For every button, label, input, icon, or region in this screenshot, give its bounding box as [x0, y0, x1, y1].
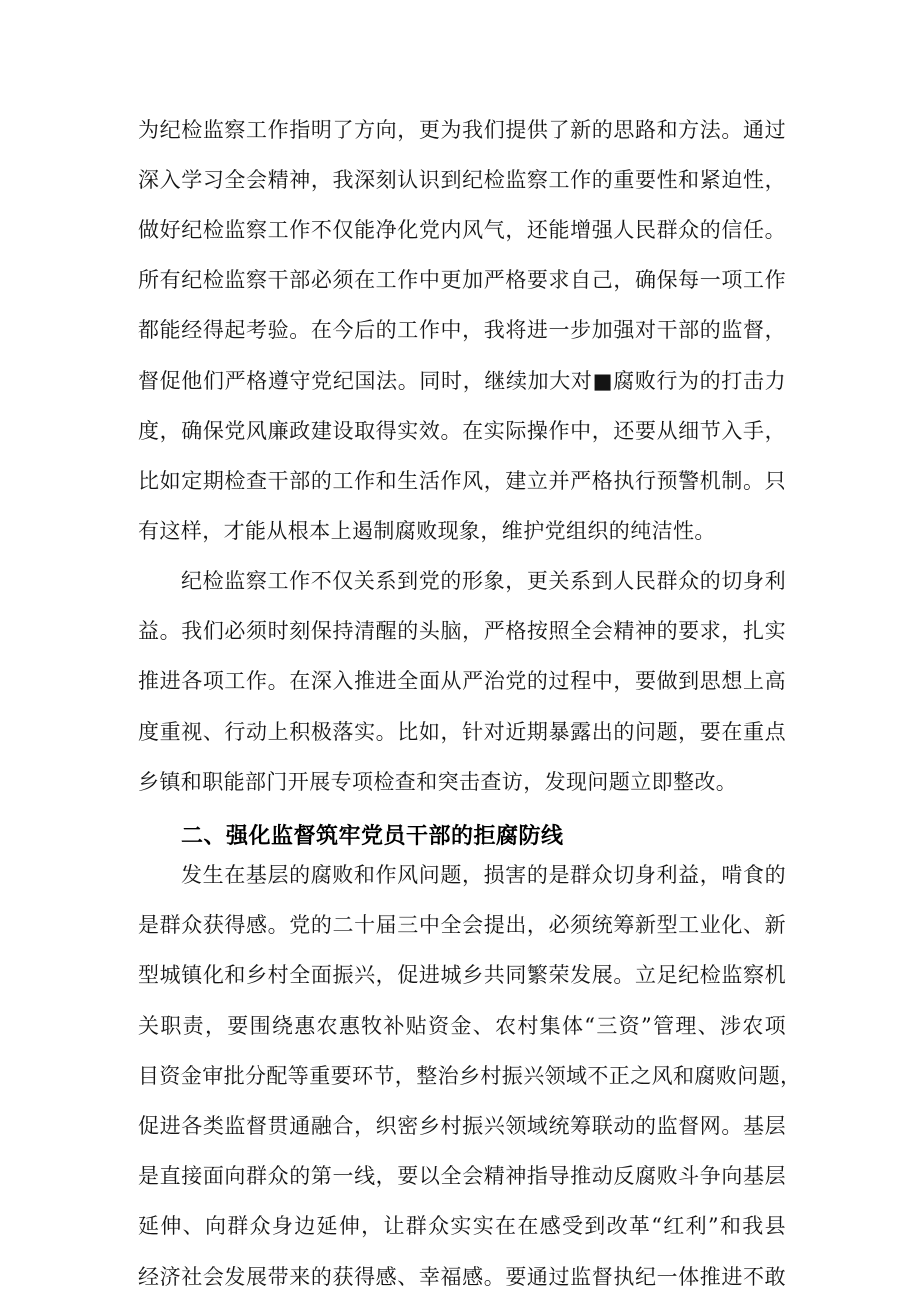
text-line: 目资金审批分配等重要环节，整治乡村振兴领域不正之风和腐败问题，: [138, 1063, 802, 1088]
text-line: 比如定期检查干部的工作和生活作风，建立并严格执行预警机制。只: [138, 469, 786, 493]
text-line: 督促他们严格遵守党纪国法。同时，继续加大对■腐败行为的打击力: [138, 369, 786, 393]
text-line: 发生在基层的腐败和作风问题，损害的是群众切身利益，啃食的: [181, 863, 786, 887]
text-line: 关职责，要围绕惠农惠牧补贴资金、农村集体“三资”管理、涉农项: [138, 1013, 786, 1038]
text-line: 经济社会发展带来的获得感、幸福感。要通过监督执纪一体推进不敢: [138, 1264, 786, 1289]
text-line: 乡镇和职能部门开展专项检查和突击查访，发现问题立即整改。: [138, 770, 738, 794]
text-line: 延伸、向群众身边延伸，让群众实实在在感受到改革“红利”和我县: [138, 1214, 786, 1239]
text-line: 益。我们必须时刻保持清醒的头脑，严格按照全会精神的要求，扎实: [138, 619, 786, 643]
text-line: 做好纪检监察工作不仅能净化党内风气，还能增强人民群众的信任。: [138, 218, 786, 242]
text-line: 型城镇化和乡村全面振兴，促进城乡共同繁荣发展。立足纪检监察机: [138, 963, 786, 988]
text-line: 有这样，才能从根本上遏制腐败现象，维护党组织的纯洁性。: [138, 519, 716, 543]
text-line: 是群众获得感。党的二十届三中全会提出，必须统筹新型工业化、新: [138, 913, 786, 938]
section-heading: 二、强化监督筑牢党员干部的拒腐防线: [181, 824, 564, 849]
text-line: 所有纪检监察干部必须在工作中更加严格要求自己，确保每一项工作: [138, 268, 786, 292]
text-line: 深入学习全会精神，我深刻认识到纪检监察工作的重要性和紧迫性，: [138, 168, 786, 192]
text-line: 是直接面向群众的第一线，要以全会精神指导推动反腐败斗争向基层: [138, 1164, 786, 1189]
text-line: 推进各项工作。在深入推进全面从严治党的过程中，要做到思想上高: [138, 669, 786, 693]
text-line: 促进各类监督贯通融合，织密乡村振兴领域统筹联动的监督网。基层: [138, 1114, 786, 1138]
text-line: 纪检监察工作不仅关系到党的形象，更关系到人民群众的切身利: [181, 569, 786, 593]
text-line: 度重视、行动上积极落实。比如，针对近期暴露出的问题，要在重点: [138, 720, 786, 744]
text-line: 都能经得起考验。在今后的工作中，我将进一步加强对干部的监督，: [138, 318, 786, 342]
text-line: 度，确保党风廉政建设取得实效。在实际操作中，还要从细节入手，: [138, 419, 786, 443]
text-line: 为纪检监察工作指明了方向，更为我们提供了新的思路和方法。通过: [138, 118, 786, 142]
